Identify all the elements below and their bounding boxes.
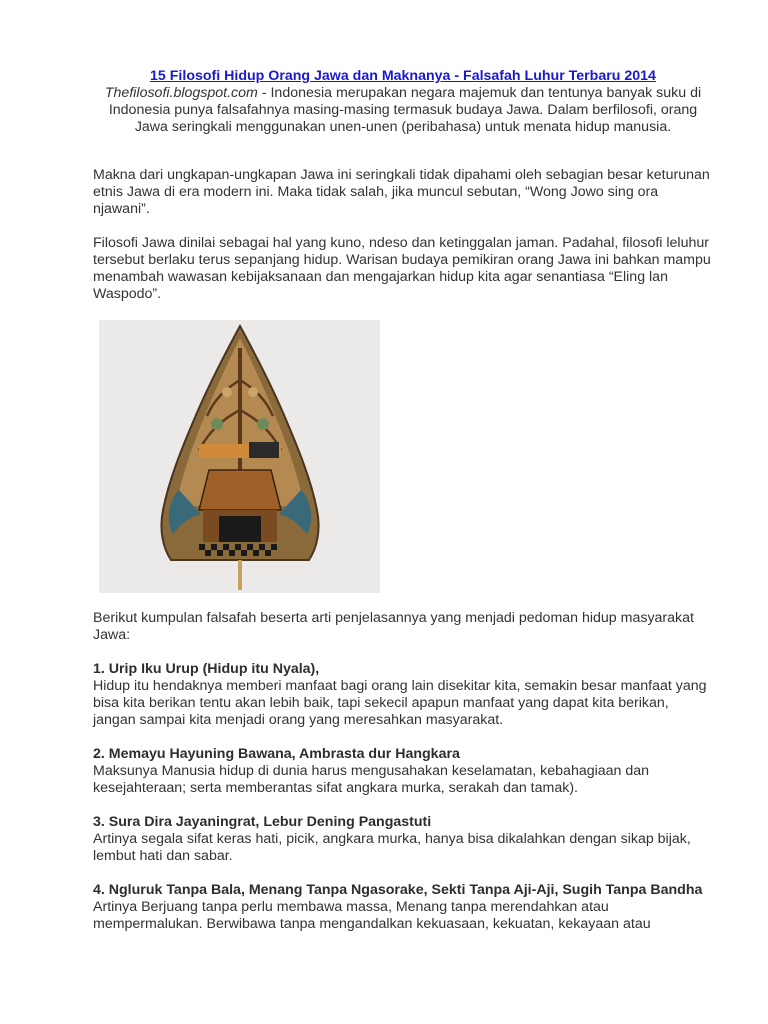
article-header xyxy=(93,68,713,136)
list-intro: Berikut kumpulan falsafah beserta arti penjelasannya yang menjadi pedoman hidup masyarakat Jawa: xyxy=(93,610,694,643)
paragraph-2: Filosofi Jawa dinilai sebagai hal yang kuno, ndeso dan ketinggalan jaman. Padahal, filosofi leluhur tersebut berlaku terus sepanjang hidup. Warisan budaya pemikiran orang Jawa ini bahkan mampu menambah wawasan kebijaksanaan dan mengajarkan hidup kita agar senantiasa “Eling lan Waspodo”. xyxy=(93,235,711,302)
item-heading: 3. Sura Dira Jayaningrat, Lebur Dening Pangastuti xyxy=(93,814,432,830)
article xyxy=(93,68,713,933)
item-heading: 4. Ngluruk Tanpa Bala, Menang Tanpa Ngasorake, Sekti Tanpa Aji-Aji, Sugih Tanpa Bandha xyxy=(93,882,703,898)
item-text: Hidup itu hendaknya memberi manfaat bagi orang lain disekitar kita, semakin besar manfaat yang bisa kita berikan tentu akan lebih baik, tapi sekecil apapun manfaat yang dapat kita berikan, jangan sampai kita menjadi orang yang meresahkan masyarakat. xyxy=(93,678,707,728)
paragraph-1: Makna dari ungkapan-ungkapan Jawa ini seringkali tidak dipahami oleh sebagian besar keturunan etnis Jawa di era modern ini. Maka tidak salah, jika muncul sebutan, “Wong Jowo sing ora njawani”. xyxy=(93,167,710,217)
item-text: Maksunya Manusia hidup di dunia harus mengusahakan keselamatan, kebahagiaan dan kesejahteraan; serta memberantas sifat angkara murka, serakah dan tamak). xyxy=(93,763,650,796)
lead-text: - Indonesia merupakan negara majemuk dan tentunya banyak suku di Indonesia punya falsafahnya masing-masing termasuk budaya Jawa. Dalam berfilosofi, orang Jawa seringkali menggunakan unen-unen (peribahasa) untuk menata hidup manusia. xyxy=(108,85,702,135)
list-item xyxy=(93,814,713,865)
list-item xyxy=(93,661,713,729)
item-heading: 1. Urip Iku Urup (Hidup itu Nyala), xyxy=(93,661,320,677)
wayang-gunungan-image xyxy=(99,320,380,593)
item-text: Artinya Berjuang tanpa perlu membawa massa, Menang tanpa merendahkan atau mempermalukan. Berwibawa tanpa mengandalkan kekuasaan, kekuatan, kekayaan atau xyxy=(93,899,651,932)
source-name: Thefilosofi.blogspot.com xyxy=(104,85,258,101)
article-title-link[interactable]: 15 Filosofi Hidup Orang Jawa dan Maknanya - Falsafah Luhur Terbaru 2014 xyxy=(150,68,656,84)
item-heading: 2. Memayu Hayuning Bawana, Ambrasta dur Hangkara xyxy=(93,746,460,762)
gunungan-illustration xyxy=(99,320,380,593)
list-item xyxy=(93,746,713,797)
list-item xyxy=(93,882,713,933)
item-text: Artinya segala sifat keras hati, picik, angkara murka, hanya bisa dikalahkan dengan sikap bijak, lembut hati dan sabar. xyxy=(93,831,691,864)
